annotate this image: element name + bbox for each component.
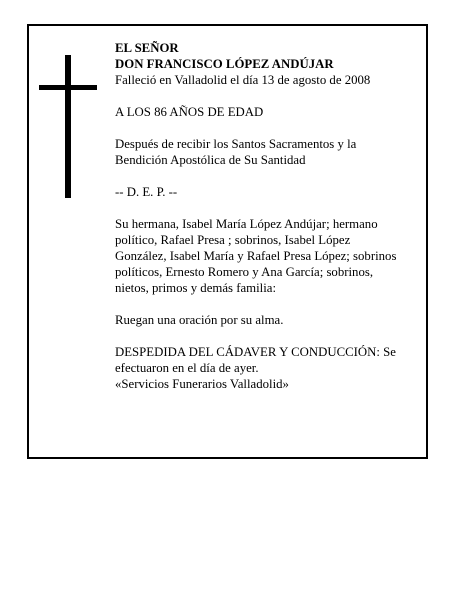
age-line: A LOS 86 AÑOS DE EDAD: [115, 105, 264, 119]
obituary-text: [115, 40, 419, 392]
heading-title: EL SEÑOR: [115, 41, 179, 55]
cross-icon-vertical: [65, 55, 71, 198]
prayer-line: Ruegan una oración por su alma.: [115, 313, 284, 327]
farewell-line-2: efectuaron en el día de ayer.: [115, 361, 259, 375]
family-line-1: Su hermana, Isabel María López Andújar; hermano: [115, 217, 378, 231]
family-line-4: políticos, Ernesto Romero y Ana García; sobrinos,: [115, 265, 374, 279]
obituary-notice: [27, 24, 428, 459]
funeral-service: «Servicios Funerarios Valladolid»: [115, 377, 289, 391]
sacraments-line-2: Bendición Apostólica de Su Santidad: [115, 153, 306, 167]
family-line-3: González, Isabel María y Rafael Presa López; sobrinos: [115, 249, 397, 263]
family-line-2: político, Rafael Presa ; sobrinos, Isabel López: [115, 233, 351, 247]
sacraments-line-1: Después de recibir los Santos Sacramentos y la: [115, 137, 357, 151]
deceased-name: DON FRANCISCO LÓPEZ ANDÚJAR: [115, 57, 334, 71]
family-line-5: nietos, primos y demás familia:: [115, 281, 276, 295]
farewell-line-1: DESPEDIDA DEL CÁDAVER Y CONDUCCIÓN: Se: [115, 345, 396, 359]
rip-line: -- D. E. P. --: [115, 185, 178, 199]
cross-icon-horizontal: [39, 85, 97, 90]
death-info: Falleció en Valladolid el día 13 de agosto de 2008: [115, 73, 371, 87]
